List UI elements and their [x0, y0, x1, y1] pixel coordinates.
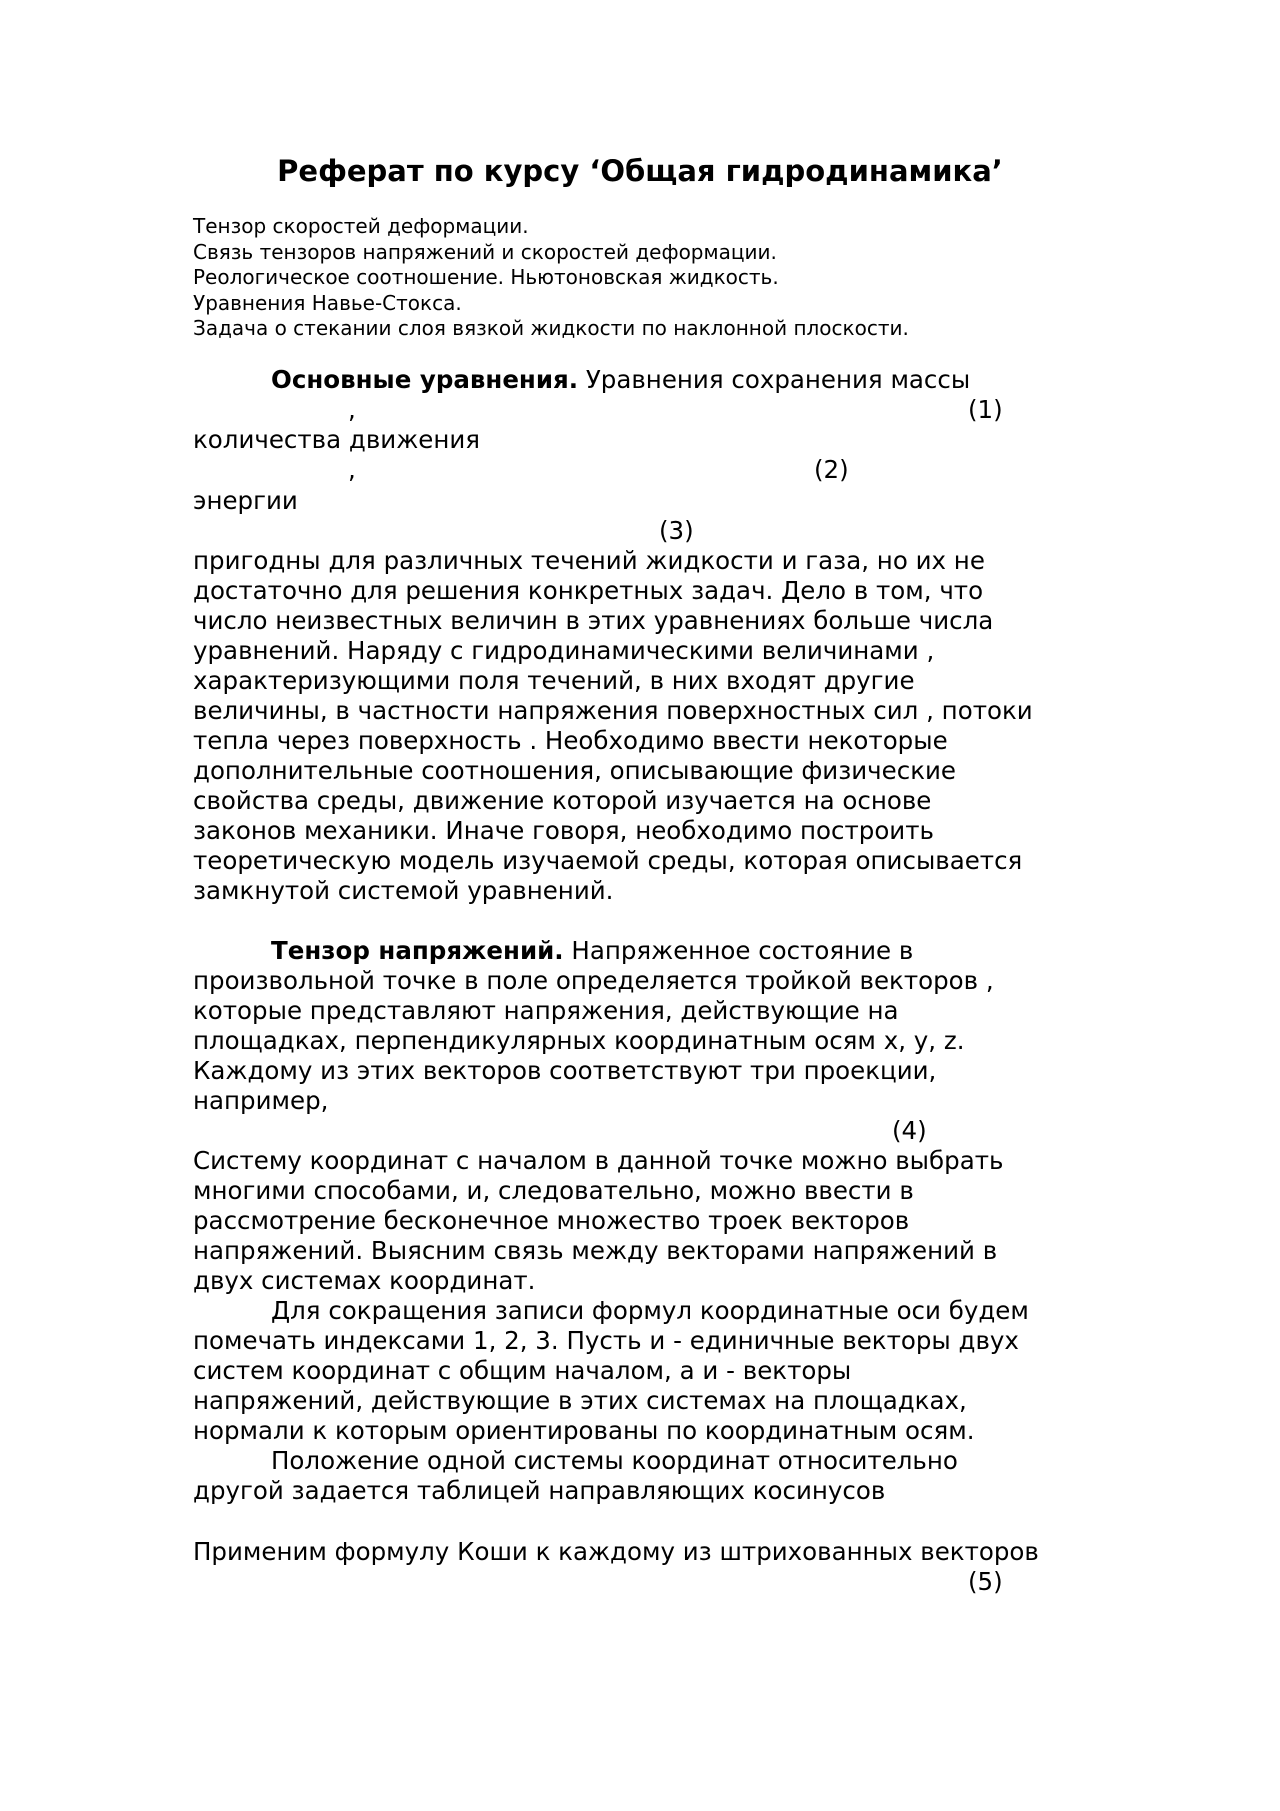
section2-paragraph-line: нормали к которым ориентированы по координатным осям.: [193, 1416, 975, 1445]
momentum-label: количества движения: [193, 425, 481, 454]
section2-paragraph-line: систем координат с общим началом, а и - векторы: [193, 1356, 852, 1385]
section2-paragraph-line: рассмотрение бесконечное множество троек векторов: [193, 1206, 910, 1235]
eq2-comma: ,: [348, 455, 356, 484]
section2-paragraph-line: например,: [193, 1086, 329, 1115]
section1-paragraph-line: величины, в частности напряжения поверхностных сил , потоки: [193, 696, 1033, 725]
section2-paragraph-line: другой задается таблицей направляющих косинусов: [193, 1476, 886, 1505]
section1-paragraph-line: дополнительные соотношения, описывающие физические: [193, 756, 956, 785]
section2-paragraph-line: Систему координат с началом в данной точке можно выбрать: [193, 1146, 1004, 1175]
section1-paragraph-line: свойства среды, движение которой изучается на основе: [193, 786, 932, 815]
section1-paragraph-line: замкнутой системой уравнений.: [193, 876, 614, 905]
topic-item: Задача о стекании слоя вязкой жидкости по наклонной плоскости.: [193, 316, 909, 340]
section1-paragraph-line: уравнений. Наряду с гидродинамическими величинами ,: [193, 636, 935, 665]
eq1-comma: ,: [348, 395, 356, 424]
topic-item: Тензор скоростей деформации.: [193, 214, 529, 238]
section1-paragraph-line: тепла через поверхность . Необходимо ввести некоторые: [193, 726, 948, 755]
section1-paragraph-line: законов механики. Иначе говоря, необходимо построить: [193, 816, 934, 845]
eq1-number: (1): [968, 395, 1003, 424]
section2-paragraph-line: площадках, перпендикулярных координатным осям x, y, z.: [193, 1026, 965, 1055]
eq2-number: (2): [814, 455, 849, 484]
section2-paragraph-line: которые представляют напряжения, действующие на: [193, 996, 899, 1025]
eq5-number: (5): [968, 1567, 1003, 1596]
section2-paragraph-line: Для сокращения записи формул координатные оси будем: [271, 1296, 1029, 1325]
topic-item: Уравнения Навье-Стокса.: [193, 290, 462, 315]
section2-first-line: [271, 936, 913, 966]
topic-item: Реологическое соотношение. Ньютоновская жидкость.: [193, 265, 779, 289]
section2-paragraph-line: помечать индексами 1, 2, 3. Пусть и - единичные векторы двух: [193, 1326, 1019, 1355]
document-title: Реферат по курсу ‘Общая гидродинамика’: [277, 154, 1003, 188]
section2-paragraph-line: многими способами, и, следовательно, можно ввести в: [193, 1176, 914, 1205]
section1-intro: Уравнения сохранения массы: [578, 365, 971, 394]
section1-paragraph-line: теоретическую модель изучаемой среды, которая описывается: [193, 846, 1023, 875]
section1-heading: Основные уравнения.: [271, 365, 579, 394]
section1-paragraph-line: достаточно для решения конкретных задач. Дело в том, что: [193, 576, 984, 605]
section2-paragraph-line: произвольной точке в поле определяется тройкой векторов ,: [193, 966, 994, 995]
section1-paragraph-line: число неизвестных величин в этих уравнениях больше числа: [193, 606, 994, 635]
section2-paragraph-line: Каждому из этих векторов соответствуют три проекции,: [193, 1056, 937, 1085]
section2-paragraph-line: напряжений, действующие в этих системах на площадках,: [193, 1386, 967, 1415]
section2-paragraph-line: двух системах координат.: [193, 1266, 536, 1295]
section1-paragraph-line: пригодны для различных течений жидкости и газа, но их не: [193, 546, 985, 575]
section2-paragraph-line: Положение одной системы координат относительно: [271, 1446, 958, 1475]
section1-paragraph-line: характеризующими поля течений, в них входят другие: [193, 666, 915, 695]
section2-paragraph-line: Применим формулу Коши к каждому из штрихованных векторов: [193, 1537, 1039, 1566]
section1-first-line: [271, 365, 970, 395]
section2-intro: Напряженное состояние в: [563, 936, 914, 965]
topics-list: [193, 214, 909, 342]
section2-paragraph-line: напряжений. Выясним связь между векторами напряжений в: [193, 1236, 998, 1265]
eq3-number: (3): [659, 516, 694, 545]
topic-item: Связь тензоров напряжений и скоростей деформации.: [193, 239, 777, 264]
eq4-number: (4): [892, 1116, 927, 1145]
section2-heading: Тензор напряжений.: [271, 936, 564, 965]
energy-label: энергии: [193, 486, 298, 515]
